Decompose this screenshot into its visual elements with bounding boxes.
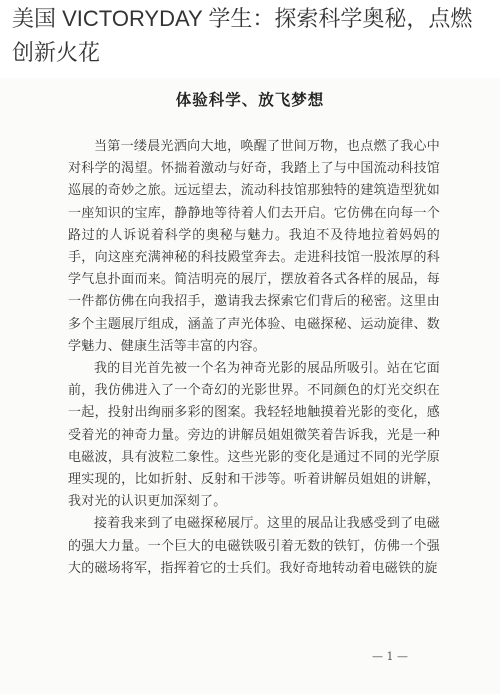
article-headline: 美国 VICTORYDAY 学生：探索科学奥秘，点燃创新火花 [12,6,473,65]
document-scan [0,78,500,694]
paragraph: 当第一缕晨光洒向大地，唤醒了世间万物，也点燃了我心中对科学的渴望。怀揣着激动与好奇，我踏上了与中国流动科技馆巡展的奇妙之旅。远远望去，流动科技馆那独特的建筑造型犹如一座知识的宝库，静静地等待着人们去开启。它仿佛在向每一个路过的人诉说着科学的奥秘与魅力。我迫不及待地拉着妈妈的手，向这座充满神秘的科技殿堂奔去。走进科技馆一股浓厚的科学气息扑面而来。简洁明亮的展厅，摆放着各式各样的展品，每一件都仿佛在向我招手，邀请我去探索它们背后的秘密。这里由多个主题展厅组成，涵盖了声光体验、电磁探秘、运动旋律、数学魅力、健康生活等丰富的内容。 [68,139,440,354]
page-number: — 1 — [372,650,408,663]
paragraph: 我的目光首先被一个名为神奇光影的展品所吸引。站在它面前，我仿佛进入了一个奇幻的光影世界。不同颜色的灯光交织在一起，投射出绚丽多彩的图案。我轻轻地触摸着光影的变化，感受着光的神奇力量。旁边的讲解员姐姐微笑着告诉我，光是一种电磁波，具有波粒二象性。这些光影的变化是通过不同的光学原理实现的，比如折射、反射和干涉等。听着讲解员姐姐的讲解，我对光的认识更加深刻了。 [68,361,440,510]
paragraph: 接着我来到了电磁探秘展厅。这里的展品让我感受到了电磁的强大力量。一个巨大的电磁铁吸引着无数的铁钉，仿佛一个强大的磁场将军，指挥着它的士兵们。我好奇地转动着电磁铁的旋 [68,516,440,576]
document-title: 体验科学、放飞梦想 [175,90,325,109]
document-body [68,136,440,580]
